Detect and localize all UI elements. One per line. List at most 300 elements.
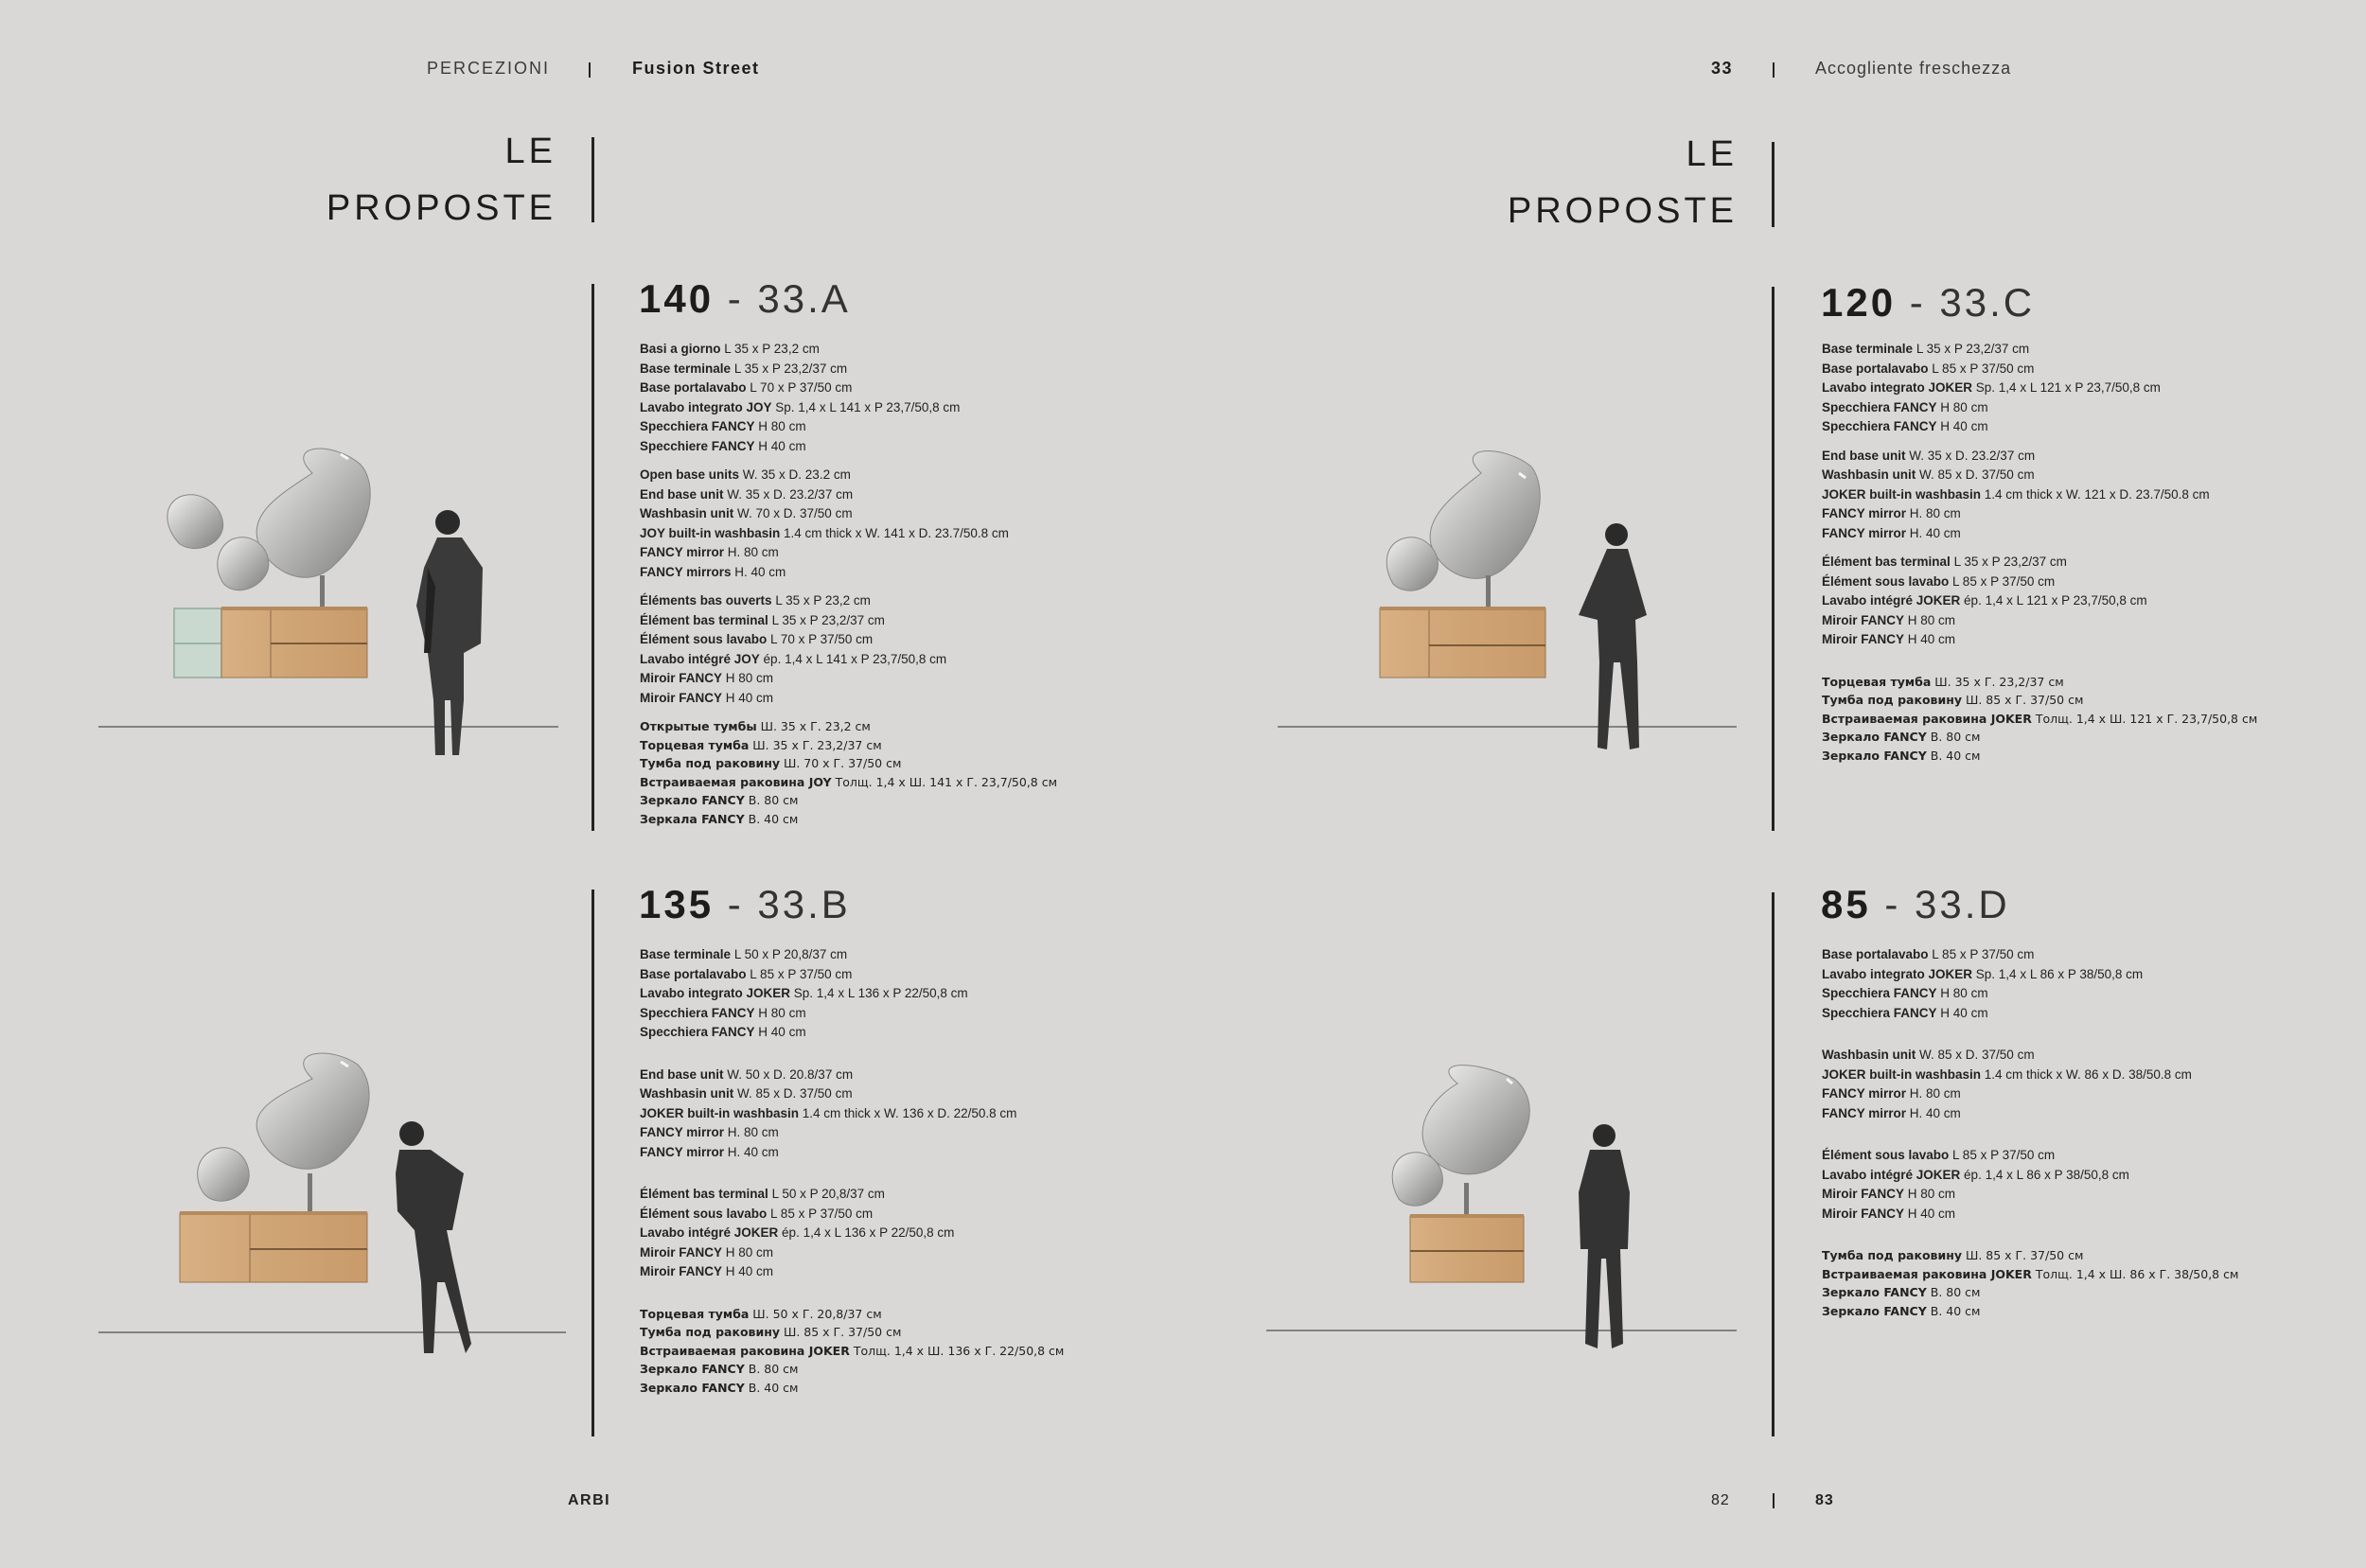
spec-item-name: Élément bas terminal — [640, 612, 768, 627]
spec-item-name: Lavabo integrato JOKER — [640, 986, 791, 1000]
spec-item-name: Base portalavabo — [1822, 361, 1929, 376]
spec-line — [640, 417, 1113, 437]
spec-item-dimensions: H 80 cm — [1936, 986, 1988, 1000]
spec-line — [1822, 553, 2314, 573]
spec-line — [640, 689, 1113, 709]
spec-item-dimensions: H 80 cm — [1904, 612, 1956, 627]
spec-item-name: Élément bas terminal — [640, 1187, 768, 1201]
spec-item-dimensions: H. 40 cm — [1906, 525, 1961, 540]
spec-item-dimensions: L 50 x P 20,8/37 cm — [768, 1187, 885, 1201]
spec-line — [1822, 340, 2314, 360]
spec-item-dimensions: W. 50 x D. 20.8/37 cm — [723, 1066, 854, 1082]
spec-line — [1822, 1084, 2314, 1104]
spec-line — [640, 773, 1113, 792]
spec-item-name: Élément sous lavabo — [1822, 573, 1950, 589]
spec-item-name: FANCY mirror — [1822, 1105, 1907, 1120]
spec-item-name: Élément sous lavabo — [1822, 1148, 1950, 1162]
spec-group — [1822, 1246, 2314, 1320]
small-mirror — [218, 537, 269, 590]
spec-item-name: FANCY mirror — [640, 545, 725, 559]
faucet — [308, 1173, 312, 1211]
spec-line — [1822, 1146, 2314, 1166]
spec-item-dimensions: L 35 x P 23,2 cm — [720, 342, 820, 356]
spec-line — [1822, 524, 2314, 544]
section-rule — [1772, 892, 1774, 1436]
spec-item-name: End base unit — [640, 1066, 724, 1082]
spec-line — [1822, 1283, 2314, 1302]
spec-line — [1822, 691, 2314, 710]
section-rule — [1772, 287, 1774, 831]
section-rule — [592, 890, 594, 1436]
composition-width: 120 — [1821, 280, 1897, 325]
spec-item-dimensions: H 40 cm — [1936, 419, 1988, 433]
spec-item-name: Встраиваемая раковина JOKER — [640, 1343, 850, 1358]
spec-line — [640, 543, 1113, 563]
composition-heading-33b — [639, 882, 851, 927]
spec-line — [640, 630, 1113, 650]
mirror-clip — [1507, 1079, 1512, 1084]
spec-item-dimensions: Ш. 50 x Г. 20,8/37 см — [749, 1306, 882, 1321]
spec-line — [640, 360, 1113, 379]
header-divider — [1773, 62, 1774, 78]
large-mirror — [1422, 1066, 1529, 1174]
running-header-page: 33 — [1711, 59, 1734, 78]
title-line: PROPOSTE — [1507, 191, 1738, 231]
small-mirror — [1392, 1153, 1442, 1206]
spec-item-name: FANCY mirrors — [640, 564, 732, 579]
spec-item-name: Miroir FANCY — [640, 1244, 723, 1260]
spec-item-dimensions: H. 40 cm — [724, 1144, 779, 1159]
spec-item-name: FANCY mirror — [1822, 525, 1907, 540]
spec-item-dimensions: В. 40 см — [1926, 1303, 1981, 1318]
spec-item-dimensions: В. 80 см — [744, 1362, 799, 1376]
spec-item-dimensions: W. 35 x D. 23.2 cm — [739, 467, 851, 482]
spec-item-dimensions: Ш. 85 x Г. 37/50 см — [1962, 1248, 2084, 1262]
spec-item-dimensions: Sp. 1,4 x L 136 x P 22/50,8 cm — [790, 986, 968, 1000]
spec-item-dimensions: L 85 x P 37/50 cm — [1928, 361, 2035, 376]
spec-item-dimensions: ép. 1,4 x L 86 x P 38/50,8 cm — [1960, 1167, 2129, 1182]
spec-line — [640, 810, 1113, 829]
spec-item-dimensions: H. 80 cm — [724, 545, 779, 559]
spec-item-dimensions: W. 85 x D. 37/50 cm — [733, 1086, 853, 1101]
spec-item-name: Washbasin unit — [1822, 1048, 1916, 1062]
title-rule — [1772, 142, 1774, 227]
spec-group — [1822, 945, 2314, 1023]
spec-item-dimensions: Толщ. 1,4 x Ш. 136 x Г. 22/50,8 см — [849, 1343, 1065, 1358]
spec-line — [640, 945, 1113, 965]
spec-item-name: Тумба под раковину — [1822, 693, 1962, 707]
spec-line — [640, 437, 1113, 457]
header-divider — [589, 62, 591, 78]
spec-item-dimensions: L 85 x P 37/50 cm — [767, 1206, 874, 1221]
spec-item-dimensions: L 35 x P 23,2/37 cm — [731, 361, 848, 376]
spec-item-name: Open base units — [640, 467, 740, 482]
spec-item-dimensions: 1.4 cm thick x W. 136 x D. 22/50.8 cm — [799, 1105, 1017, 1120]
faucet — [320, 575, 325, 608]
spec-list-33d — [1822, 945, 2314, 1330]
spec-item-dimensions: H. 40 cm — [731, 564, 786, 579]
spec-item-dimensions: H. 40 cm — [1906, 1105, 1961, 1120]
spec-item-dimensions: Ш. 85 x Г. 37/50 см — [1962, 693, 2084, 707]
spec-item-name: Тумба под раковину — [1822, 1248, 1962, 1262]
mirror-clip — [341, 1062, 348, 1066]
spec-item-name: Зеркало FANCY — [1822, 730, 1927, 744]
composition-sep: - — [714, 276, 758, 321]
spec-item-name: Тумба под раковину — [640, 1325, 780, 1339]
spec-group — [1822, 340, 2314, 437]
title-line: LE — [504, 132, 556, 171]
spec-line — [1822, 447, 2314, 467]
spec-line — [640, 736, 1113, 755]
spec-item-name: Торцевая тумба — [640, 1306, 750, 1321]
spec-item-dimensions: H 40 cm — [754, 1025, 806, 1039]
spec-item-dimensions: L 35 x P 23,2/37 cm — [768, 612, 885, 627]
spec-item-name: Miroir FANCY — [640, 690, 723, 705]
spec-item-name: JOKER built-in washbasin — [640, 1105, 800, 1120]
spec-item-name: Base terminale — [640, 947, 732, 961]
spec-line — [1822, 1104, 2314, 1124]
spec-item-name: Открытые тумбы — [640, 719, 757, 733]
composition-heading-33a — [639, 276, 851, 322]
spec-item-dimensions: W. 35 x D. 23.2/37 cm — [723, 486, 854, 502]
spec-item-dimensions: Sp. 1,4 x L 86 x P 38/50,8 cm — [1972, 966, 2144, 981]
spec-item-name: FANCY mirror — [1822, 1086, 1907, 1101]
composition-sep: - — [714, 882, 758, 926]
composition-width: 135 — [639, 882, 715, 926]
spec-line — [640, 1104, 1113, 1124]
figure-person — [1579, 523, 1647, 749]
spec-line — [640, 650, 1113, 670]
spec-item-dimensions: L 85 x P 37/50 cm — [1949, 573, 2056, 589]
spec-line — [1822, 1166, 2314, 1186]
spec-group — [1822, 447, 2314, 544]
spec-line — [1822, 630, 2314, 650]
spec-item-dimensions: L 70 x P 37/50 cm — [767, 632, 874, 646]
vanity-unit — [180, 1213, 367, 1282]
spec-item-dimensions: W. 35 x D. 23.2/37 cm — [1905, 448, 2036, 463]
spec-list-33b — [640, 945, 1113, 1406]
running-header-collection: Fusion Street — [632, 59, 760, 78]
title-line: PROPOSTE — [326, 188, 556, 228]
spec-group — [640, 591, 1113, 708]
spec-item-dimensions: W. 85 x D. 37/50 cm — [1916, 1048, 2035, 1062]
spec-line — [1822, 1185, 2314, 1205]
spec-item-dimensions: Ш. 35 x Г. 23,2/37 см — [749, 737, 882, 752]
spec-line — [1822, 1046, 2314, 1066]
figure-person — [1579, 1124, 1630, 1348]
large-mirror — [256, 1053, 369, 1169]
spec-item-name: Зеркало FANCY — [1822, 748, 1927, 763]
spec-item-name: JOKER built-in washbasin — [1822, 1066, 1982, 1082]
page-title-left — [189, 123, 556, 237]
large-mirror — [256, 449, 370, 577]
spec-item-name: Élément bas terminal — [1822, 555, 1951, 569]
spec-line — [640, 1084, 1113, 1104]
page-title-right — [1370, 126, 1738, 239]
spec-line — [1822, 379, 2314, 398]
spec-item-dimensions: H. 80 cm — [1906, 1086, 1961, 1101]
spec-item-name: Miroir FANCY — [1822, 1206, 1905, 1221]
spec-line — [640, 1360, 1113, 1379]
composition-heading-33d — [1821, 882, 2010, 927]
spec-line — [1822, 1205, 2314, 1224]
spec-line — [640, 1023, 1113, 1043]
illustration-33b — [98, 1053, 566, 1353]
mirror-clip — [1519, 473, 1526, 478]
spec-item-name: Miroir FANCY — [1822, 612, 1905, 627]
spec-item-dimensions: Sp. 1,4 x L 121 x P 23,7/50,8 cm — [1972, 380, 2161, 395]
spec-line — [1822, 1004, 2314, 1024]
spec-item-dimensions: H 40 cm — [1904, 632, 1956, 646]
spec-item-name: Base portalavabo — [1822, 947, 1929, 961]
spec-item-dimensions: Толщ. 1,4 x Ш. 121 x Г. 23,7/50,8 см — [2031, 711, 2258, 726]
spec-item-dimensions: H 80 cm — [1936, 399, 1988, 414]
running-header-subtitle: Accogliente freschezza — [1815, 59, 2012, 78]
figure-person — [416, 510, 483, 755]
spec-line — [640, 1205, 1113, 1224]
spec-line — [1822, 466, 2314, 485]
spec-group — [640, 340, 1113, 456]
spec-line — [1822, 673, 2314, 692]
section-rule — [592, 284, 594, 831]
spec-line — [1822, 984, 2314, 1004]
spec-item-dimensions: В. 80 см — [744, 793, 799, 807]
spec-item-name: Miroir FANCY — [640, 671, 723, 685]
spec-item-dimensions: H 40 cm — [754, 438, 806, 453]
spec-line — [640, 1185, 1113, 1205]
spec-line — [1822, 1302, 2314, 1321]
spec-item-name: Lavabo integrato JOKER — [1822, 966, 1973, 981]
spec-item-name: JOKER built-in washbasin — [1822, 486, 1982, 502]
spec-item-dimensions: H 80 cm — [722, 671, 774, 685]
spec-line — [640, 1004, 1113, 1024]
spec-item-name: FANCY mirror — [640, 1144, 725, 1159]
spec-item-name: Зеркало FANCY — [640, 793, 745, 807]
small-mirror — [198, 1148, 250, 1201]
spec-line — [1822, 504, 2314, 524]
spec-item-name: Miroir FANCY — [1822, 632, 1905, 646]
spec-line — [640, 1262, 1113, 1282]
spec-line — [640, 398, 1113, 418]
spec-line — [1822, 485, 2314, 505]
spec-item-name: Specchiera FANCY — [1822, 419, 1937, 433]
spec-item-name: Élément sous lavabo — [640, 632, 768, 646]
spec-line — [1822, 573, 2314, 592]
spec-group — [1822, 1146, 2314, 1224]
spec-item-dimensions: ép. 1,4 x L 141 x P 23,7/50,8 cm — [759, 651, 947, 666]
spec-item-dimensions: В. 80 см — [1926, 730, 1981, 744]
spec-line — [1822, 1246, 2314, 1265]
spec-line — [1822, 360, 2314, 379]
spec-line — [1822, 945, 2314, 965]
illustration-33c — [1278, 451, 1737, 749]
small-mirror — [168, 495, 223, 549]
spec-item-name: Washbasin unit — [640, 1086, 734, 1101]
spec-line — [640, 379, 1113, 398]
spec-item-name: Зеркало FANCY — [1822, 1303, 1927, 1318]
spec-item-name: Зеркала FANCY — [640, 811, 745, 826]
spec-item-name: Base portalavabo — [640, 966, 747, 981]
spec-item-dimensions: H. 80 cm — [1906, 506, 1961, 520]
spec-item-dimensions: 1.4 cm thick x W. 141 x D. 23.7/50.8 cm — [780, 525, 1009, 540]
spec-line — [1822, 591, 2314, 611]
spec-item-dimensions: В. 40 см — [744, 811, 799, 826]
spec-item-dimensions: H 40 cm — [1936, 1005, 1988, 1020]
spec-line — [640, 1224, 1113, 1243]
composition-heading-33c — [1821, 280, 2035, 326]
spec-item-dimensions: L 35 x P 23,2/37 cm — [1950, 555, 2067, 569]
composition-code: 33.B — [757, 882, 851, 926]
spec-line — [640, 1379, 1113, 1398]
spec-item-name: Washbasin unit — [640, 506, 734, 520]
vanity-unit — [221, 608, 367, 678]
spec-item-dimensions: Ш. 85 x Г. 37/50 см — [780, 1325, 902, 1339]
spec-line — [640, 984, 1113, 1004]
spec-item-name: Specchiera FANCY — [1822, 399, 1937, 414]
composition-sep: - — [1896, 280, 1940, 325]
spec-line — [640, 504, 1113, 524]
spec-line — [640, 485, 1113, 505]
spec-item-name: Basi a giorno — [640, 342, 721, 356]
vanity-unit — [1410, 1216, 1524, 1282]
spec-line — [640, 1066, 1113, 1085]
spec-item-name: Lavabo integrato JOKER — [1822, 380, 1973, 395]
spec-item-name: Тумба под раковину — [640, 756, 780, 770]
spec-item-name: Зеркало FANCY — [1822, 1285, 1927, 1299]
illustration-33a — [98, 449, 558, 755]
spec-group — [640, 1185, 1113, 1282]
spec-item-name: Specchiera FANCY — [640, 1025, 755, 1039]
spec-line — [640, 717, 1113, 736]
spec-group — [1822, 1046, 2314, 1123]
large-mirror — [1430, 451, 1540, 579]
spec-line — [1822, 1265, 2314, 1284]
spec-item-dimensions: H. 80 cm — [724, 1125, 779, 1139]
spec-item-dimensions: 1.4 cm thick x W. 121 x D. 23.7/50.8 cm — [1981, 486, 2210, 502]
spec-item-name: Specchiera FANCY — [1822, 986, 1937, 1000]
composition-width: 85 — [1821, 882, 1871, 926]
spec-item-name: Торцевая тумба — [1822, 674, 1932, 689]
mirror-clip — [341, 454, 348, 459]
spec-item-name: Specchiere FANCY — [640, 438, 755, 453]
spec-line — [1822, 611, 2314, 631]
spec-item-dimensions: Ш. 70 x Г. 37/50 см — [780, 756, 902, 770]
spec-item-dimensions: В. 80 см — [1926, 1285, 1981, 1299]
spec-item-name: Lavabo intégré JOKER — [640, 1225, 779, 1240]
spec-item-dimensions: Ш. 35 x Г. 23,2/37 см — [1931, 674, 2064, 689]
spec-list-33a — [640, 340, 1113, 837]
brand-footer: ARBI — [568, 1492, 611, 1508]
spec-item-name: End base unit — [640, 486, 724, 502]
composition-code: 33.D — [1915, 882, 2010, 926]
spec-item-dimensions: L 70 x P 37/50 cm — [746, 380, 853, 395]
composition-width: 140 — [639, 276, 715, 321]
spec-line — [640, 466, 1113, 485]
spec-item-dimensions: В. 40 см — [744, 1380, 799, 1395]
faucet — [1464, 1183, 1469, 1216]
spec-item-dimensions: H 40 cm — [722, 1264, 774, 1278]
spec-item-dimensions: ép. 1,4 x L 121 x P 23,7/50,8 cm — [1960, 593, 2147, 608]
title-rule — [592, 137, 594, 222]
spec-item-name: End base unit — [1822, 448, 1906, 463]
spec-line — [640, 965, 1113, 985]
spec-item-dimensions: L 35 x P 23,2 cm — [771, 593, 871, 608]
spec-line — [640, 1123, 1113, 1143]
spec-item-name: Washbasin unit — [1822, 467, 1916, 482]
spec-item-name: Élément sous lavabo — [640, 1206, 768, 1221]
spec-item-dimensions: H 40 cm — [722, 690, 774, 705]
illustration-33d — [1266, 1066, 1737, 1348]
spec-item-name: Base portalavabo — [640, 380, 747, 395]
small-mirror — [1386, 537, 1438, 590]
spec-line — [1822, 398, 2314, 418]
composition-code: 33.A — [757, 276, 851, 321]
spec-item-dimensions: В. 40 см — [1926, 748, 1981, 763]
spec-item-dimensions: L 85 x P 37/50 cm — [1949, 1148, 2056, 1162]
spec-item-dimensions: L 85 x P 37/50 cm — [746, 966, 853, 981]
spec-line — [1822, 1066, 2314, 1085]
spec-group — [640, 1305, 1113, 1398]
spec-line — [640, 1342, 1113, 1361]
spec-line — [640, 1323, 1113, 1342]
spec-line — [640, 611, 1113, 631]
running-header-section: PERCEZIONI — [427, 59, 551, 78]
faucet — [1486, 575, 1491, 608]
spec-item-name: Встраиваемая раковина JOKER — [1822, 711, 2032, 726]
spec-item-name: Specchiera FANCY — [1822, 1005, 1937, 1020]
spec-line — [1822, 747, 2314, 766]
spec-item-dimensions: Толщ. 1,4 x Ш. 141 x Г. 23,7/50,8 см — [831, 774, 1058, 789]
spec-item-name: Торцевая тумба — [640, 737, 750, 752]
spec-group — [640, 466, 1113, 582]
composition-code: 33.C — [1939, 280, 2036, 325]
spec-item-name: Specchiera FANCY — [640, 1005, 755, 1020]
spec-item-name: Встраиваемая раковина JOKER — [1822, 1266, 2032, 1281]
spec-line — [1822, 728, 2314, 747]
spec-item-dimensions: ép. 1,4 x L 136 x P 22/50,8 cm — [778, 1225, 955, 1240]
spec-line — [640, 791, 1113, 810]
spec-group — [640, 717, 1113, 828]
spec-item-dimensions: Ш. 35 x Г. 23,2 см — [756, 719, 871, 733]
spec-item-name: Miroir FANCY — [640, 1264, 723, 1278]
mint-open-unit — [174, 608, 221, 678]
spec-line — [640, 340, 1113, 360]
spec-line — [640, 1143, 1113, 1163]
spec-item-name: Éléments bas ouverts — [640, 593, 772, 608]
spec-item-dimensions: L 35 x P 23,2/37 cm — [1913, 342, 2030, 356]
spec-item-dimensions: W. 85 x D. 37/50 cm — [1916, 467, 2035, 482]
spec-item-name: Встраиваемая раковина JOY — [640, 774, 832, 789]
figure-person — [396, 1121, 471, 1353]
spec-line — [1822, 417, 2314, 437]
spec-list-33c — [1822, 340, 2314, 774]
spec-item-dimensions: H 80 cm — [1904, 1187, 1956, 1201]
spec-item-name: FANCY mirror — [640, 1125, 725, 1139]
spec-item-dimensions: H 80 cm — [754, 1005, 806, 1020]
spec-item-dimensions: H 40 cm — [1904, 1206, 1956, 1221]
spec-item-name: Miroir FANCY — [1822, 1187, 1905, 1201]
spec-group — [640, 945, 1113, 1043]
page-number-right: 83 — [1815, 1492, 1834, 1508]
spec-line — [1822, 710, 2314, 729]
spec-item-dimensions: L 85 x P 37/50 cm — [1928, 947, 2035, 961]
page-number-left: 82 — [1711, 1492, 1730, 1508]
spec-item-name: Зеркало FANCY — [640, 1362, 745, 1376]
spec-item-name: Specchiera FANCY — [640, 419, 755, 433]
spec-item-name: FANCY mirror — [1822, 506, 1907, 520]
spec-line — [640, 1243, 1113, 1263]
spec-item-name: Lavabo intégré JOY — [640, 651, 760, 666]
